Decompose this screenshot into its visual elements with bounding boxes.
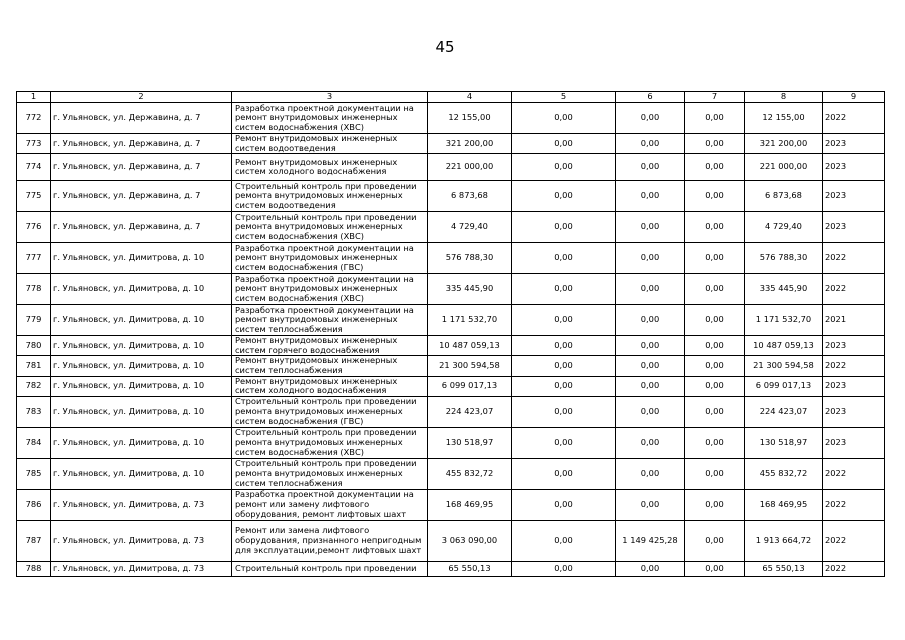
amount-cell: 0,00 — [616, 212, 685, 243]
address-cell: г. Ульяновск, ул. Димитрова, д. 10 — [51, 305, 232, 336]
address-cell: г. Ульяновск, ул. Димитрова, д. 73 — [51, 489, 232, 520]
amount-cell: 0,00 — [616, 243, 685, 274]
table-row — [17, 305, 885, 336]
amount-cell: 455 832,72 — [745, 458, 823, 489]
amount-total-cell: 335 445,90 — [428, 274, 512, 305]
amount-cell: 0,00 — [616, 376, 685, 396]
amount-cell: 0,00 — [685, 427, 745, 458]
amount-total-cell: 130 518,97 — [428, 427, 512, 458]
amount-cell: 0,00 — [685, 458, 745, 489]
works-table — [16, 91, 885, 577]
amount-cell: 0,00 — [685, 243, 745, 274]
amount-cell: 221 000,00 — [745, 154, 823, 181]
address-cell: г. Ульяновск, ул. Димитрова, д. 10 — [51, 396, 232, 427]
amount-cell: 0,00 — [685, 396, 745, 427]
column-header: 2 — [51, 92, 232, 103]
work-description-cell: Ремонт или замена лифтового оборудования, признанного непригодным для эксплуатации,ремонт лифтовых шахт — [232, 520, 428, 561]
year-cell: 2022 — [823, 243, 885, 274]
amount-total-cell: 21 300 594,58 — [428, 356, 512, 376]
work-description-cell: Строительный контроль при проведении — [232, 561, 428, 576]
row-number-cell: 775 — [17, 181, 51, 212]
column-header: 3 — [232, 92, 428, 103]
address-cell: г. Ульяновск, ул. Димитрова, д. 10 — [51, 336, 232, 356]
amount-cell: 0,00 — [616, 154, 685, 181]
work-description-cell: Разработка проектной документации на ремонт внутридомовых инженерных систем теплоснабжения — [232, 305, 428, 336]
column-header: 6 — [616, 92, 685, 103]
amount-total-cell: 10 487 059,13 — [428, 336, 512, 356]
year-cell: 2023 — [823, 336, 885, 356]
row-number-cell: 772 — [17, 103, 51, 134]
amount-cell: 0,00 — [512, 243, 616, 274]
amount-total-cell: 3 063 090,00 — [428, 520, 512, 561]
amount-total-cell: 455 832,72 — [428, 458, 512, 489]
column-header: 1 — [17, 92, 51, 103]
table-row — [17, 376, 885, 396]
amount-cell: 0,00 — [685, 274, 745, 305]
column-header: 8 — [745, 92, 823, 103]
row-number-cell: 783 — [17, 396, 51, 427]
amount-cell: 0,00 — [512, 458, 616, 489]
amount-cell: 1 913 664,72 — [745, 520, 823, 561]
row-number-cell: 773 — [17, 134, 51, 154]
amount-cell: 0,00 — [685, 561, 745, 576]
work-description-cell: Разработка проектной документации на ремонт внутридомовых инженерных систем водоснабжения (ХВС) — [232, 274, 428, 305]
table-row — [17, 134, 885, 154]
amount-cell: 576 788,30 — [745, 243, 823, 274]
amount-cell: 0,00 — [616, 103, 685, 134]
table-row — [17, 396, 885, 427]
work-description-cell: Строительный контроль при проведении ремонта внутридомовых инженерных систем теплоснабжения — [232, 458, 428, 489]
table-row — [17, 154, 885, 181]
year-cell: 2023 — [823, 396, 885, 427]
amount-cell: 0,00 — [512, 561, 616, 576]
year-cell: 2023 — [823, 181, 885, 212]
year-cell: 2022 — [823, 489, 885, 520]
amount-cell: 0,00 — [512, 376, 616, 396]
amount-cell: 0,00 — [685, 356, 745, 376]
work-description-cell: Ремонт внутридомовых инженерных систем горячего водоснабжения — [232, 336, 428, 356]
year-cell: 2023 — [823, 212, 885, 243]
amount-total-cell: 321 200,00 — [428, 134, 512, 154]
row-number-cell: 779 — [17, 305, 51, 336]
amount-cell: 0,00 — [685, 181, 745, 212]
amount-cell: 0,00 — [512, 154, 616, 181]
amount-cell: 0,00 — [685, 305, 745, 336]
address-cell: г. Ульяновск, ул. Державина, д. 7 — [51, 154, 232, 181]
amount-cell: 321 200,00 — [745, 134, 823, 154]
work-description-cell: Разработка проектной документации на ремонт или замену лифтового оборудования, ремонт лифтовых шахт — [232, 489, 428, 520]
amount-cell: 0,00 — [512, 181, 616, 212]
year-cell: 2021 — [823, 305, 885, 336]
amount-cell: 0,00 — [685, 103, 745, 134]
column-number-row — [17, 92, 885, 103]
row-number-cell: 778 — [17, 274, 51, 305]
address-cell: г. Ульяновск, ул. Димитрова, д. 10 — [51, 458, 232, 489]
year-cell: 2022 — [823, 520, 885, 561]
amount-cell: 12 155,00 — [745, 103, 823, 134]
amount-total-cell: 65 550,13 — [428, 561, 512, 576]
work-description-cell: Ремонт внутридомовых инженерных систем водоотведения — [232, 134, 428, 154]
amount-cell: 0,00 — [685, 134, 745, 154]
address-cell: г. Ульяновск, ул. Державина, д. 7 — [51, 181, 232, 212]
table-row — [17, 274, 885, 305]
row-number-cell: 780 — [17, 336, 51, 356]
row-number-cell: 777 — [17, 243, 51, 274]
work-description-cell: Разработка проектной документации на ремонт внутридомовых инженерных систем водоснабжения (ХВС) — [232, 103, 428, 134]
amount-cell: 0,00 — [685, 212, 745, 243]
amount-cell: 65 550,13 — [745, 561, 823, 576]
amount-cell: 1 149 425,28 — [616, 520, 685, 561]
table-row — [17, 489, 885, 520]
amount-total-cell: 576 788,30 — [428, 243, 512, 274]
address-cell: г. Ульяновск, ул. Державина, д. 7 — [51, 212, 232, 243]
year-cell: 2023 — [823, 154, 885, 181]
year-cell: 2023 — [823, 134, 885, 154]
table-row — [17, 243, 885, 274]
amount-cell: 0,00 — [685, 336, 745, 356]
year-cell: 2023 — [823, 427, 885, 458]
row-number-cell: 784 — [17, 427, 51, 458]
amount-cell: 0,00 — [685, 489, 745, 520]
amount-cell: 6 873,68 — [745, 181, 823, 212]
row-number-cell: 787 — [17, 520, 51, 561]
amount-cell: 0,00 — [512, 305, 616, 336]
address-cell: г. Ульяновск, ул. Димитрова, д. 73 — [51, 561, 232, 576]
amount-cell: 335 445,90 — [745, 274, 823, 305]
table-row — [17, 458, 885, 489]
work-description-cell: Строительный контроль при проведении ремонта внутридомовых инженерных систем водоснабжения (ГВС) — [232, 396, 428, 427]
amount-cell: 21 300 594,58 — [745, 356, 823, 376]
amount-cell: 0,00 — [512, 396, 616, 427]
amount-cell: 0,00 — [512, 212, 616, 243]
amount-cell: 168 469,95 — [745, 489, 823, 520]
row-number-cell: 788 — [17, 561, 51, 576]
amount-cell: 0,00 — [512, 520, 616, 561]
amount-cell: 0,00 — [685, 520, 745, 561]
amount-cell: 0,00 — [616, 396, 685, 427]
address-cell: г. Ульяновск, ул. Димитрова, д. 10 — [51, 376, 232, 396]
table-row — [17, 561, 885, 576]
table-row — [17, 356, 885, 376]
page-number: 45 — [435, 38, 455, 56]
table-row — [17, 181, 885, 212]
amount-cell: 0,00 — [512, 356, 616, 376]
amount-cell: 0,00 — [512, 274, 616, 305]
address-cell: г. Ульяновск, ул. Димитрова, д. 73 — [51, 520, 232, 561]
amount-cell: 0,00 — [616, 427, 685, 458]
address-cell: г. Ульяновск, ул. Димитрова, д. 10 — [51, 243, 232, 274]
amount-total-cell: 6 873,68 — [428, 181, 512, 212]
work-description-cell: Строительный контроль при проведении ремонта внутридомовых инженерных систем водоотведения — [232, 181, 428, 212]
table-row — [17, 427, 885, 458]
amount-total-cell: 1 171 532,70 — [428, 305, 512, 336]
row-number-cell: 781 — [17, 356, 51, 376]
amount-cell: 0,00 — [616, 274, 685, 305]
amount-total-cell: 221 000,00 — [428, 154, 512, 181]
year-cell: 2022 — [823, 458, 885, 489]
address-cell: г. Ульяновск, ул. Димитрова, д. 10 — [51, 427, 232, 458]
address-cell: г. Ульяновск, ул. Димитрова, д. 10 — [51, 274, 232, 305]
amount-total-cell: 168 469,95 — [428, 489, 512, 520]
work-description-cell: Разработка проектной документации на ремонт внутридомовых инженерных систем водоснабжения (ГВС) — [232, 243, 428, 274]
row-number-cell: 776 — [17, 212, 51, 243]
address-cell: г. Ульяновск, ул. Державина, д. 7 — [51, 134, 232, 154]
amount-cell: 130 518,97 — [745, 427, 823, 458]
year-cell: 2022 — [823, 103, 885, 134]
table-row — [17, 103, 885, 134]
year-cell: 2022 — [823, 274, 885, 305]
work-description-cell: Строительный контроль при проведении ремонта внутридомовых инженерных систем водоснабжения (ХВС) — [232, 427, 428, 458]
amount-cell: 224 423,07 — [745, 396, 823, 427]
amount-cell: 0,00 — [616, 305, 685, 336]
amount-total-cell: 224 423,07 — [428, 396, 512, 427]
amount-cell: 0,00 — [512, 489, 616, 520]
table-body — [17, 103, 885, 577]
column-header: 5 — [512, 92, 616, 103]
amount-cell: 6 099 017,13 — [745, 376, 823, 396]
amount-cell: 0,00 — [512, 134, 616, 154]
address-cell: г. Ульяновск, ул. Державина, д. 7 — [51, 103, 232, 134]
column-header: 7 — [685, 92, 745, 103]
work-description-cell: Строительный контроль при проведении ремонта внутридомовых инженерных систем водоснабжения (ХВС) — [232, 212, 428, 243]
amount-cell: 0,00 — [616, 489, 685, 520]
amount-cell: 0,00 — [616, 356, 685, 376]
table-row — [17, 520, 885, 561]
amount-cell: 4 729,40 — [745, 212, 823, 243]
amount-cell: 0,00 — [616, 134, 685, 154]
work-description-cell: Ремонт внутридомовых инженерных систем холодного водоснабжения — [232, 376, 428, 396]
row-number-cell: 785 — [17, 458, 51, 489]
row-number-cell: 786 — [17, 489, 51, 520]
amount-total-cell: 6 099 017,13 — [428, 376, 512, 396]
year-cell: 2023 — [823, 376, 885, 396]
amount-cell: 0,00 — [616, 336, 685, 356]
amount-cell: 1 171 532,70 — [745, 305, 823, 336]
amount-cell: 0,00 — [685, 154, 745, 181]
address-cell: г. Ульяновск, ул. Димитрова, д. 10 — [51, 356, 232, 376]
amount-cell: 0,00 — [616, 561, 685, 576]
amount-cell: 0,00 — [512, 103, 616, 134]
amount-cell: 10 487 059,13 — [745, 336, 823, 356]
work-description-cell: Ремонт внутридомовых инженерных систем теплоснабжения — [232, 356, 428, 376]
work-description-cell: Ремонт внутридомовых инженерных систем холодного водоснабжения — [232, 154, 428, 181]
amount-cell: 0,00 — [685, 376, 745, 396]
year-cell: 2022 — [823, 561, 885, 576]
amount-cell: 0,00 — [616, 458, 685, 489]
column-header: 4 — [428, 92, 512, 103]
amount-cell: 0,00 — [512, 427, 616, 458]
amount-cell: 0,00 — [512, 336, 616, 356]
amount-total-cell: 4 729,40 — [428, 212, 512, 243]
amount-cell: 0,00 — [616, 181, 685, 212]
table-row — [17, 212, 885, 243]
table-row — [17, 336, 885, 356]
year-cell: 2022 — [823, 356, 885, 376]
column-header: 9 — [823, 92, 885, 103]
row-number-cell: 774 — [17, 154, 51, 181]
amount-total-cell: 12 155,00 — [428, 103, 512, 134]
row-number-cell: 782 — [17, 376, 51, 396]
